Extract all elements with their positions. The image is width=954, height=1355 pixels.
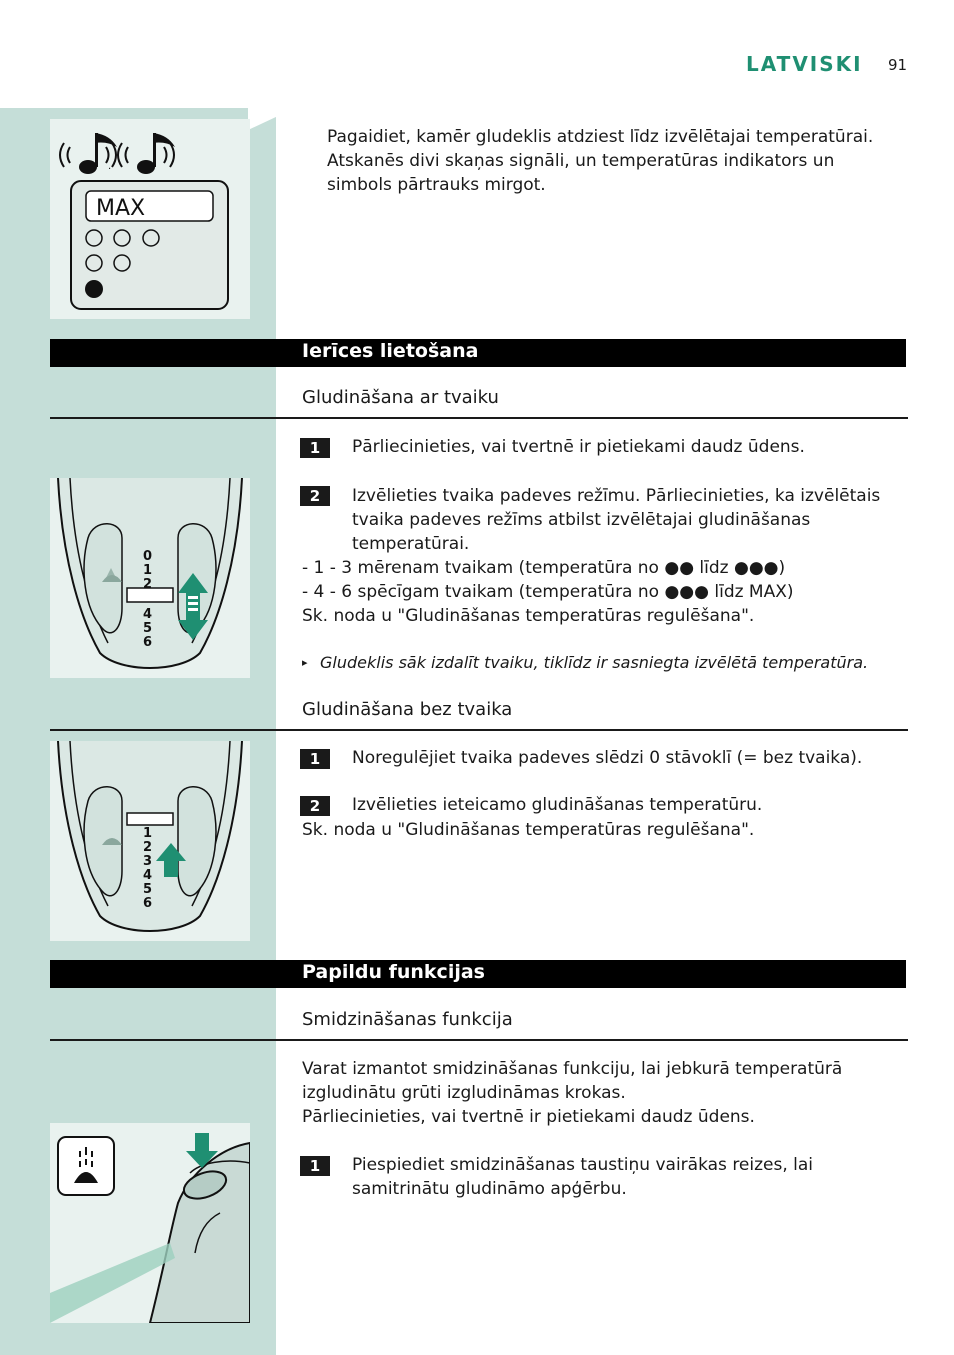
dial-number: 4 — [143, 607, 153, 622]
dial-number: 5 — [143, 882, 153, 897]
steam-step-2-line-2: tvaika padeves režīms atbilst izvēlētajai gludināšanas — [352, 510, 811, 530]
dial-number: 3 — [143, 854, 153, 869]
dry-reference: Sk. noda u "Gludināšanas temperatūras regulēšana". — [302, 820, 755, 840]
beep-sound-icon — [60, 143, 174, 167]
section-bar-extra-features — [50, 960, 906, 988]
spray-step-1-line-1: Piespiediet smidzināšanas taustiņu vairākas reizes, lai — [352, 1155, 814, 1175]
intro-line-2: Atskanēs divi skaņas signāli, un temperatūras indikators un — [327, 151, 835, 171]
steam-step-1: Pārliecinieties, vai tvertnē ir pietiekami daudz ūdens. — [352, 437, 805, 457]
step-number: 1 — [300, 438, 330, 458]
steam-option-strong: - 4 - 6 spēcīgam tvaikam (temperatūra no ●●● līdz MAX) — [302, 582, 794, 602]
heading-rule — [50, 417, 908, 419]
spray-para-2: Pārliecinieties, vai tvertnē ir pietiekami daudz ūdens. — [302, 1107, 755, 1127]
step-number: 2 — [300, 486, 330, 506]
heading-rule — [50, 729, 908, 731]
dial-number: 2 — [143, 840, 153, 855]
dial-number: 2 — [143, 577, 153, 592]
steam-step-2-line-3: temperatūrai. — [352, 534, 470, 554]
heading-dry-ironing: Gludināšana bez tvaika — [302, 699, 513, 720]
dial-number: 1 — [143, 563, 153, 578]
heading-steam-ironing: Gludināšana ar tvaiku — [302, 387, 499, 408]
temperature-indicator-light — [85, 280, 103, 298]
dial-number: 6 — [143, 896, 153, 911]
dial-number: 0 — [143, 549, 153, 564]
svg-text:.: . — [108, 161, 112, 172]
figure-dry-dial — [50, 741, 250, 941]
heading-rule — [50, 1039, 908, 1041]
heading-spray-function: Smidzināšanas funkcija — [302, 1009, 513, 1030]
steam-reference: Sk. noda u "Gludināšanas temperatūras regulēšana". — [302, 606, 755, 626]
section-title-usage: Ierīces lietošana — [302, 340, 479, 362]
section-title-extra-features: Papildu funkcijas — [302, 961, 485, 983]
control-panel-illustration — [50, 119, 250, 319]
spray-para-line-1: Varat izmantot smidzināšanas funkciju, lai jebkurā temperatūrā — [302, 1059, 843, 1079]
header-language: LATVISKI — [746, 52, 863, 76]
step-number: 1 — [300, 1156, 330, 1176]
steam-result: Gludeklis sāk izdalīt tvaiku, tiklīdz ir sasniegta izvēlētā temperatūra. — [320, 653, 869, 672]
step-number: 1 — [300, 749, 330, 769]
result-arrow-icon: ▸ — [302, 656, 308, 669]
steam-step-2-line-1: Izvēlieties tvaika padeves režīmu. Pārliecinieties, ka izvēlētais — [352, 486, 881, 506]
figure-steam-dial — [50, 478, 250, 678]
figure-spray-iron — [50, 1123, 250, 1323]
dry-step-1: Noregulējiet tvaika padeves slēdzi 0 stāvoklī (= bez tvaika). — [352, 748, 863, 768]
spray-step-1-line-2: samitrinātu gludināmo apģērbu. — [352, 1179, 627, 1199]
sidebar-notch — [248, 108, 278, 152]
dial-number: 1 — [143, 826, 153, 841]
dial-number: 5 — [143, 621, 153, 636]
dial-number: 4 — [143, 868, 153, 883]
spray-para-line-2: izgludinātu grūti izgludināmas krokas. — [302, 1083, 626, 1103]
intro-line-1: Pagaidiet, kamēr gludeklis atdziest līdz izvēlētajai temperatūrai. — [327, 127, 874, 147]
intro-line-3: simbols pārtrauks mirgot. — [327, 175, 546, 195]
dry-step-2: Izvēlieties ieteicamo gludināšanas temperatūru. — [352, 795, 763, 815]
figure-control-panel — [50, 119, 250, 319]
steam-option-moderate: - 1 - 3 mērenam tvaikam (temperatūra no ●● līdz ●●●) — [302, 558, 786, 578]
step-number: 2 — [300, 796, 330, 816]
section-bar-usage — [50, 339, 906, 367]
max-display: MAX — [96, 196, 146, 221]
spray-icon — [58, 1137, 114, 1195]
page-number: 91 — [888, 56, 908, 74]
dial-number: 6 — [143, 635, 153, 650]
